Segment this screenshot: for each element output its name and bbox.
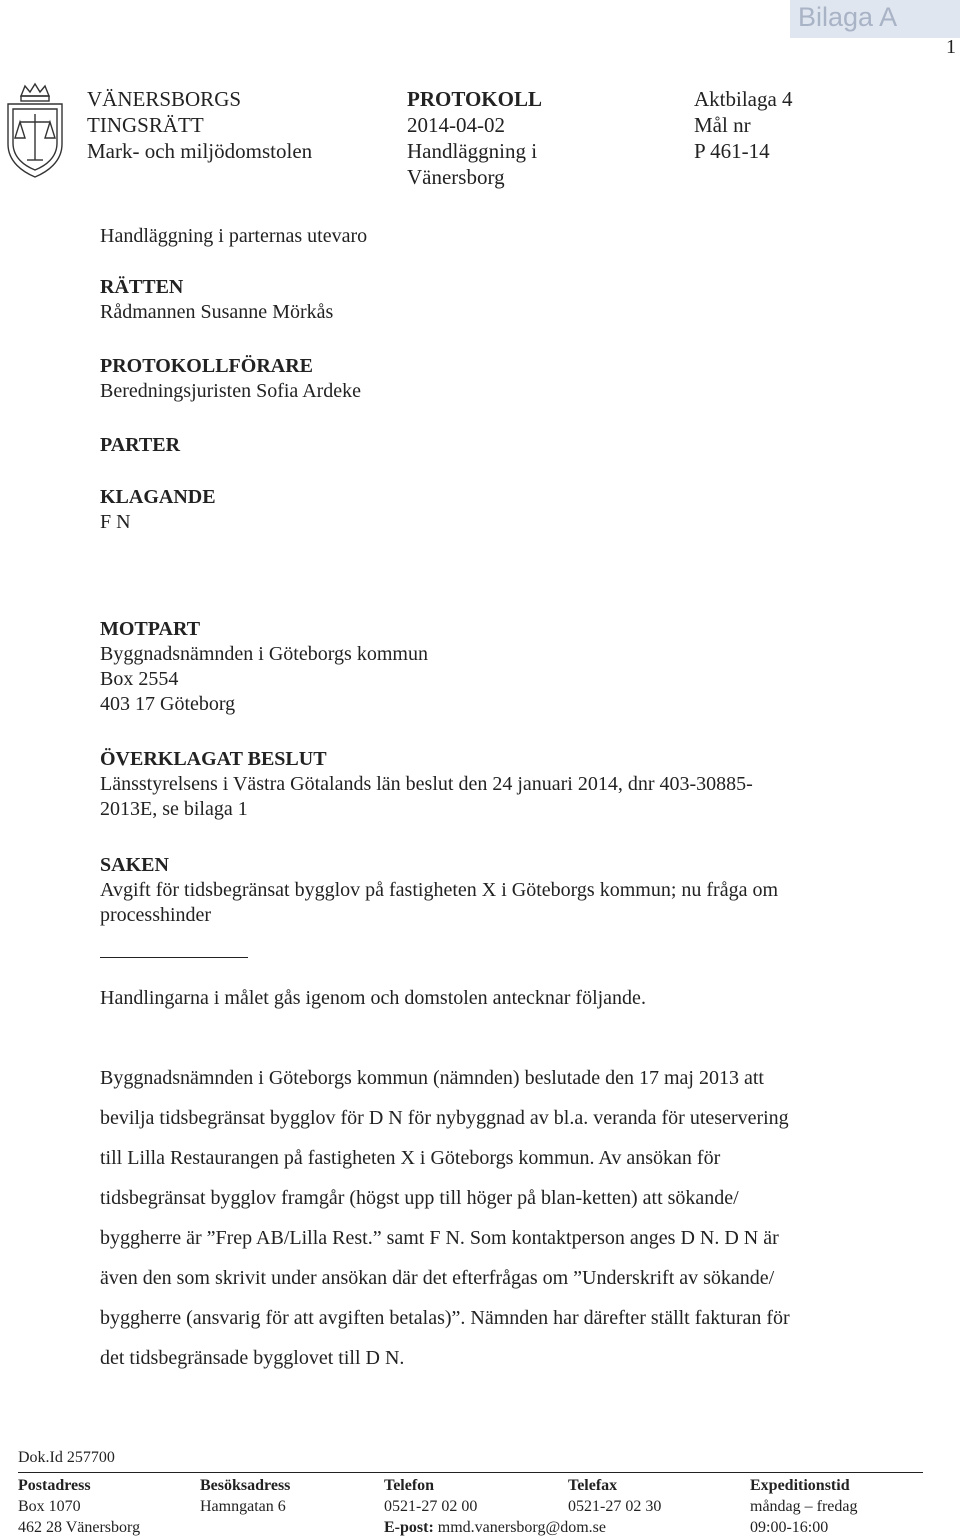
footer-cell: 0521-27 02 30 [568,1498,662,1515]
footer-header: Telefax [568,1477,618,1494]
mal-label: Mål nr [694,113,751,137]
klagande-value: F N [100,511,131,533]
footer-cell: 0521-27 02 00 [384,1498,478,1515]
footer-header-row [18,1475,923,1496]
protocol-title: PROTOKOLL [407,87,542,111]
motpart-heading: MOTPART [100,618,201,640]
protocol-line: Handläggning i [407,139,538,163]
motpart-line: Byggnadsnämnden i Göteborgs kommun [100,643,428,665]
court-line: VÄNERSBORGS [87,87,242,111]
klagande-section [100,485,216,535]
footer-email [384,1517,606,1538]
saken-line: Avgift för tidsbegränsat bygglov på fastigheten X i Göteborgs kommun; nu fråga om [100,879,779,901]
saken-heading: SAKEN [100,854,169,876]
parter-heading: PARTER [100,434,181,456]
protokollforare-heading: PROTOKOLLFÖRARE [100,355,313,377]
footer-header: Postadress [18,1477,91,1494]
page-number: 1 [946,36,956,58]
footer-cell: måndag – fredag [750,1498,858,1515]
footer-cell: 09:00-16:00 [750,1519,829,1536]
paragraph-line: byggherre (ansvarig för att avgiften betalas)”. Nämnden har därefter ställt fakturan för [100,1307,790,1329]
ratten-value: Rådmannen Susanne Mörkås [100,301,334,323]
intro-sentence: Handlingarna i målet gås igenom och domstolen antecknar följande. [100,987,646,1009]
main-paragraph [100,1058,790,1378]
ratten-heading: RÄTTEN [100,276,184,298]
footer-row [18,1517,923,1538]
email-link[interactable]: mmd.vanersborg@dom.se [437,1519,606,1536]
case-block [694,86,793,164]
paragraph-line: Byggnadsnämnden i Göteborgs kommun (nämnden) beslutade den 17 maj 2013 att [100,1067,764,1089]
beslut-line: Länsstyrelsens i Västra Götalands län beslut den 24 januari 2014, dnr 403-30885- [100,773,753,795]
protokollforare-value: Beredningsjuristen Sofia Ardeke [100,380,362,402]
email-label: E-post: [384,1519,434,1536]
beslut-heading: ÖVERKLAGAT BESLUT [100,748,327,770]
saken-section [100,853,778,928]
protocol-line: Vänersborg [407,165,505,189]
paragraph-line: det tidsbegränsade bygglovet till D N. [100,1347,405,1369]
ratten-section [100,275,333,325]
dok-id: Dok.Id 257700 [18,1449,115,1466]
klagande-heading: KLAGANDE [100,486,216,508]
court-line: TINGSRÄTT [87,113,204,137]
footer-row [18,1496,923,1517]
paragraph-line: till Lilla Restaurangen på fastigheten X i Göteborgs kommun. Av ansökan för [100,1147,721,1169]
protocol-block [407,86,542,190]
motpart-section [100,617,428,717]
footer-cell: Box 1070 [18,1498,81,1515]
paragraph-line: även den som skrivit under ansökan där det efterfrågas om ”Underskrift av sökande/ [100,1267,775,1289]
beslut-section [100,747,753,822]
court-name [87,86,312,164]
footer-rule [18,1472,923,1473]
separator-line [100,957,248,958]
paragraph-line: bevilja tidsbegränsat bygglov för D N för nybyggnad av bl.a. veranda för uteservering [100,1107,789,1129]
bilaga-stamp: Bilaga A [790,0,960,38]
footer-header: Besöksadress [200,1477,291,1494]
beslut-line: 2013E, se bilaga 1 [100,798,248,820]
footer [18,1447,923,1538]
footer-header: Expeditionstid [750,1477,850,1494]
footer-header: Telefon [384,1477,435,1494]
footer-cell: Hamngatan 6 [200,1498,286,1515]
motpart-line: 403 17 Göteborg [100,693,236,715]
aktbilaga: Aktbilaga 4 [694,87,793,111]
paragraph-line: tidsbegränsat bygglov framgår (högst upp till höger på blan-ketten) att sökande/ [100,1187,739,1209]
motpart-line: Box 2554 [100,668,179,690]
protocol-date: 2014-04-02 [407,113,505,137]
footer-cell: 462 28 Vänersborg [18,1519,141,1536]
paragraph-line: byggherre är ”Frep AB/Lilla Rest.” samt F N. Som kontaktperson anges D N. D N är [100,1227,779,1249]
protokollforare-section [100,354,361,404]
mal-number: P 461-14 [694,139,770,163]
saken-line: processhinder [100,904,212,926]
handling-note: Handläggning i parternas utevaro [100,225,368,247]
court-line: Mark- och miljödomstolen [87,139,313,163]
court-crest-icon [3,82,67,180]
